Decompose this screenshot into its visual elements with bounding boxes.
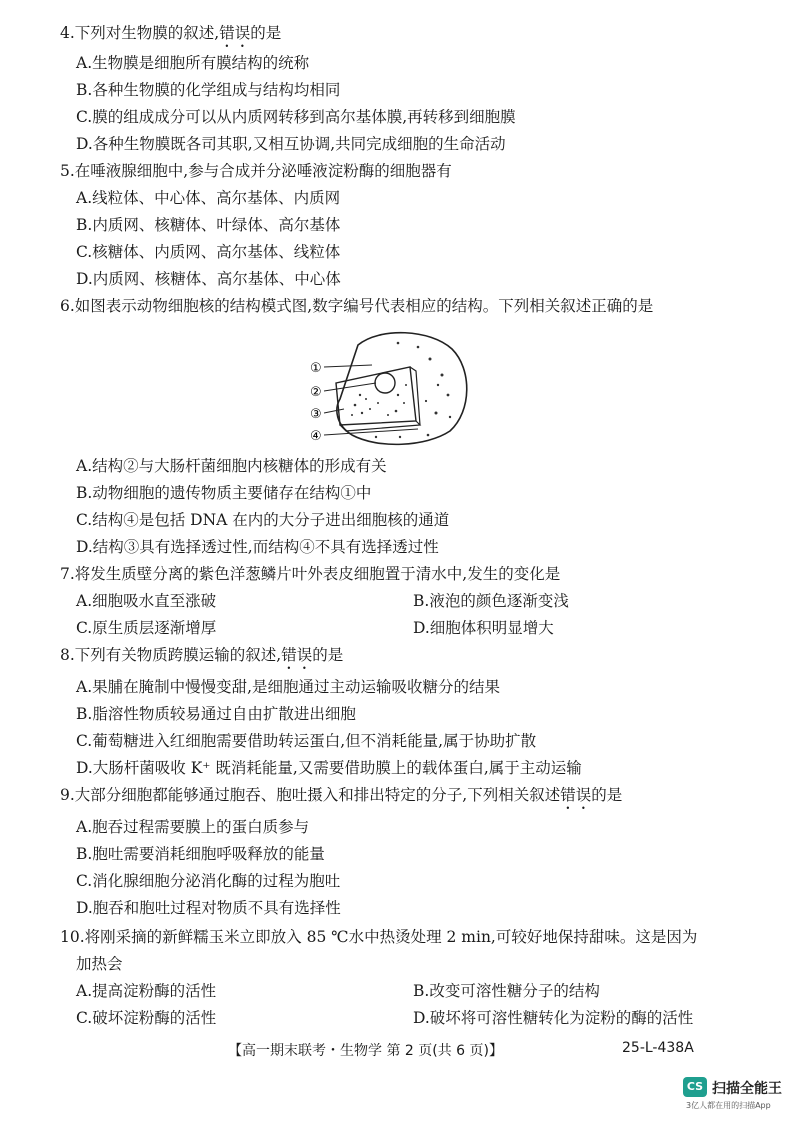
leader-3 xyxy=(324,409,344,413)
q10-stem-line2: 加热会 xyxy=(76,955,123,973)
q4-option-c: C.膜的组成成分可以从内质网转移到高尔基体膜,再转移到细胞膜 xyxy=(76,108,516,126)
q5-option-c: C.核糖体、内质网、高尔基体、线粒体 xyxy=(76,243,341,261)
label-2: ② xyxy=(310,385,322,400)
nuclear-envelope xyxy=(337,333,467,445)
q8-option-b: B.脂溶性物质较易通过自由扩散进出细胞 xyxy=(76,705,356,723)
q9-option-d: D.胞吞和胞吐过程对物质不具有选择性 xyxy=(76,899,341,917)
page-footer-title: 【高一期末联考・生物学 第 2 页(共 6 页)】 xyxy=(228,1043,503,1059)
leader-1 xyxy=(324,365,372,367)
q5-option-d: D.内质网、核糖体、高尔基体、中心体 xyxy=(76,270,341,288)
q7-option-b: B.液泡的颜色逐渐变浅 xyxy=(413,592,569,610)
scanner-logo-badge: CS xyxy=(683,1077,707,1097)
q9-stem-pre: 9.大部分细胞都能够通过胞吞、胞吐摄入和排出特定的分子,下列相关叙述 xyxy=(60,786,561,804)
label-3: ③ xyxy=(310,407,322,422)
q6-option-c: C.结构④是包括 DNA 在内的大分子进出细胞核的通道 xyxy=(76,511,450,529)
q5-option-b: B.内质网、核糖体、叶绿体、高尔基体 xyxy=(76,216,341,234)
q7-stem: 7.将发生质壁分离的紫色洋葱鳞片叶外表皮细胞置于清水中,发生的变化是 xyxy=(60,565,561,583)
q4-stem-pre: 4.下列对生物膜的叙述, xyxy=(60,24,220,42)
leader-4 xyxy=(324,429,418,435)
q9-option-b: B.胞吐需要消耗细胞呼吸释放的能量 xyxy=(76,845,325,863)
q6-option-d: D.结构③具有选择透过性,而结构④不具有选择透过性 xyxy=(76,538,439,556)
q10-option-a: A.提高淀粉酶的活性 xyxy=(76,982,217,1000)
label-4: ④ xyxy=(310,429,322,444)
q9-stem xyxy=(60,784,622,813)
q10-stem-line1: 10.将刚采摘的新鲜糯玉米立即放入 85 ℃水中热烫处理 2 min,可较好地保持甜味。这是因为 xyxy=(60,928,698,946)
nucleolus xyxy=(375,373,395,393)
q4-option-b: B.各种生物膜的化学组成与结构均相同 xyxy=(76,81,341,99)
q7-option-d: D.细胞体积明显增大 xyxy=(413,619,554,637)
leader-2 xyxy=(324,383,376,391)
q4-stem-emphasis: 错误 xyxy=(219,24,251,42)
q9-stem-emphasis: 错误 xyxy=(560,786,592,804)
q6-option-b: B.动物细胞的遗传物质主要储存在结构①中 xyxy=(76,484,372,502)
q9-option-a: A.胞吞过程需要膜上的蛋白质参与 xyxy=(76,818,310,836)
label-1: ① xyxy=(310,361,322,376)
nucleus-diagram xyxy=(300,325,480,450)
scanner-logo-subtitle: 3亿人都在用的扫描App xyxy=(686,1101,771,1110)
q5-stem: 5.在唾液腺细胞中,参与合成并分泌唾液淀粉酶的细胞器有 xyxy=(60,162,452,180)
scanner-logo-name: 扫描全能王 xyxy=(712,1081,782,1097)
q10-option-d: D.破坏将可溶性糖转化为淀粉的酶的活性 xyxy=(413,1009,694,1027)
q4-option-d: D.各种生物膜既各司其职,又相互协调,共同完成细胞的生命活动 xyxy=(76,135,506,153)
q9-stem-post: 的是 xyxy=(591,786,623,804)
q10-option-b: B.改变可溶性糖分子的结构 xyxy=(413,982,600,1000)
page-footer-code: 25-L-438A xyxy=(622,1040,694,1056)
q5-option-a: A.线粒体、中心体、高尔基体、内质网 xyxy=(76,189,341,207)
q6-option-a: A.结构②与大肠杆菌细胞内核糖体的形成有关 xyxy=(76,457,387,475)
q9-option-c: C.消化腺细胞分泌消化酶的过程为胞吐 xyxy=(76,872,341,890)
q8-option-d: D.大肠杆菌吸收 K⁺ 既消耗能量,又需要借助膜上的载体蛋白,属于主动运输 xyxy=(76,759,582,777)
q8-option-a: A.果脯在腌制中慢慢变甜,是细胞通过主动运输吸收糖分的结果 xyxy=(76,678,501,696)
q10-option-c: C.破坏淀粉酶的活性 xyxy=(76,1009,217,1027)
q7-option-a: A.细胞吸水直至涨破 xyxy=(76,592,217,610)
q4-option-a: A.生物膜是细胞所有膜结构的统称 xyxy=(76,54,310,72)
q8-option-c: C.葡萄糖进入红细胞需要借助转运蛋白,但不消耗能量,属于协助扩散 xyxy=(76,732,537,750)
q8-stem-post: 的是 xyxy=(312,646,344,664)
q7-option-c: C.原生质层逐渐增厚 xyxy=(76,619,217,637)
q6-stem: 6.如图表示动物细胞核的结构模式图,数字编号代表相应的结构。下列相关叙述正确的是 xyxy=(60,297,654,315)
q4-stem xyxy=(60,22,281,51)
q4-stem-post: 的是 xyxy=(250,24,282,42)
q8-stem-pre: 8.下列有关物质跨膜运输的叙述, xyxy=(60,646,282,664)
q8-stem xyxy=(60,644,343,673)
q8-stem-emphasis: 错误 xyxy=(281,646,313,664)
